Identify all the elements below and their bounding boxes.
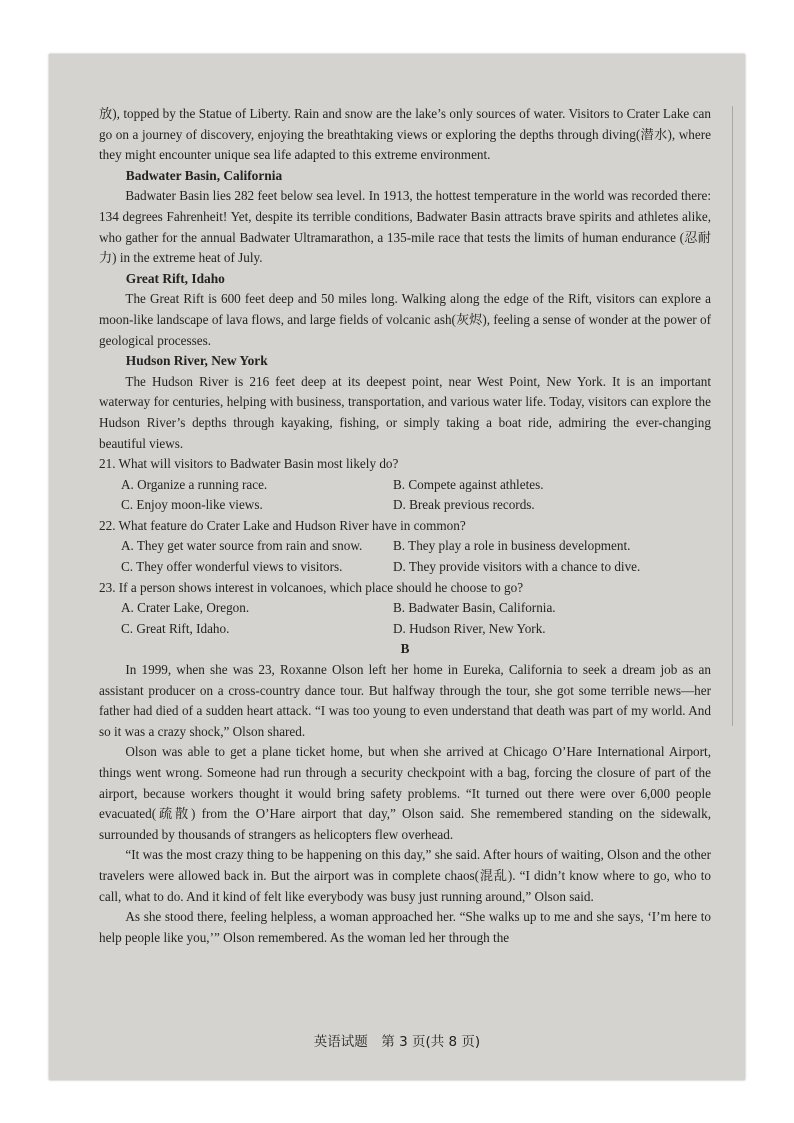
passage-b-paragraph-3: “It was the most crazy thing to be happening on this day,” she said. After hours of waiting, Olson and the other travelers were allowed back in. But the airport was in complete chaos(混乱). “I didn’t know where to go, who to call, what to do. And it kind of felt like everybody was busy just running around,” Olson said. (99, 847, 711, 904)
badwater-heading: Badwater Basin, California (125, 167, 283, 183)
page-content (99, 104, 711, 948)
option-a: A. Organize a running race. (121, 476, 268, 492)
question-21 (99, 454, 711, 516)
great-rift-heading: Great Rift, Idaho (125, 270, 225, 286)
passage-b-paragraph-4: As she stood there, feeling helpless, a woman approached her. “She walks up to me and she says, ‘I’m here to help people like you,’” Olson remembered. As the woman led her through the (99, 909, 711, 945)
option-d: D. Hudson River, New York. (393, 620, 546, 636)
question-stem: 21. What will visitors to Badwater Basin most likely do? (99, 456, 399, 472)
crater-lake-paragraph-tail: 放), topped by the Statue of Liberty. Rain and snow are the lake’s only sources of water. Visitors to Crater Lake can go on a journey of discovery, enjoying the breathtaking views or exploring the depths through diving(潜水), where they might encounter unique sea life adapted to this extreme environment. (99, 106, 711, 163)
option-b: B. Badwater Basin, California. (393, 600, 556, 616)
option-grid (99, 536, 711, 577)
passage-b-paragraph-2: Olson was able to get a plane ticket home, but when she arrived at Chicago O’Hare International Airport, things went wrong. Someone had run through a security checkpoint with a bag, forcing the closure of part of the airport, because workers thought it would bring safety problems. “It turned out there were over 6,000 people evacuated(疏散) from the O’Hare airport that day,” Olson said. She remembered standing on the sidewalk, surrounded by thousands of strangers as helicopters flew overhead. (99, 744, 711, 842)
great-rift-paragraph: The Great Rift is 600 feet deep and 50 miles long. Walking along the edge of the Rift, visitors can explore a moon-like landscape of lava flows, and large fields of volcanic ash(灰烬), feeling a sense of wonder at the power of geological processes. (99, 291, 711, 348)
passage-b-paragraph-1: In 1999, when she was 23, Roxanne Olson left her home in Eureka, California to seek a dream job as an assistant producer on a cross-country dance tour. But halfway through the tour, she got some terrible news—her father had died of a sudden heart attack. “I was too young to even understand that death was part of my world. And so it was a crazy shock,” Olson shared. (99, 662, 711, 739)
section-b-label: B (400, 641, 410, 657)
hudson-paragraph: The Hudson River is 216 feet deep at its deepest point, near West Point, New York. It is an important waterway for centuries, helping with business, transportation, and various water life. Today, visitors can explore the Hudson River’s depths through kayaking, fishing, or simply taking a boat ride, admiring the ever-changing beautiful views. (99, 373, 711, 451)
option-c: C. Great Rift, Idaho. (121, 620, 230, 636)
question-stem: 23. If a person shows interest in volcanoes, which place should he choose to go? (99, 579, 524, 595)
exam-page (49, 54, 745, 1080)
hudson-heading: Hudson River, New York (125, 353, 268, 369)
option-c: C. They offer wonderful views to visitors. (121, 559, 343, 575)
option-d: D. Break previous records. (393, 497, 535, 513)
option-a: A. They get water source from rain and snow. (121, 538, 363, 554)
question-22 (99, 516, 711, 578)
badwater-paragraph: Badwater Basin lies 282 feet below sea level. In 1913, the hottest temperature in the world was recorded there: 134 degrees Fahrenheit! Yet, despite its terrible conditions, Badwater Basin attracts brave spirits and athletes alike, who gather for the annual Badwater Ultramarathon, a 135-mile race that tests the limits of human endurance (忍耐力) in the extreme heat of July. (99, 188, 711, 266)
option-grid (99, 598, 711, 639)
question-23 (99, 578, 711, 640)
question-stem: 22. What feature do Crater Lake and Hudson River have in common? (99, 517, 466, 533)
option-d: D. They provide visitors with a chance to dive. (393, 559, 641, 575)
option-a: A. Crater Lake, Oregon. (121, 600, 250, 616)
page-footer: 英语试题 第 3 页(共 8 页) (313, 1034, 481, 1050)
option-b: B. They play a role in business development. (393, 538, 631, 554)
option-b: B. Compete against athletes. (393, 476, 544, 492)
option-grid (99, 475, 711, 516)
option-c: C. Enjoy moon-like views. (121, 497, 263, 513)
